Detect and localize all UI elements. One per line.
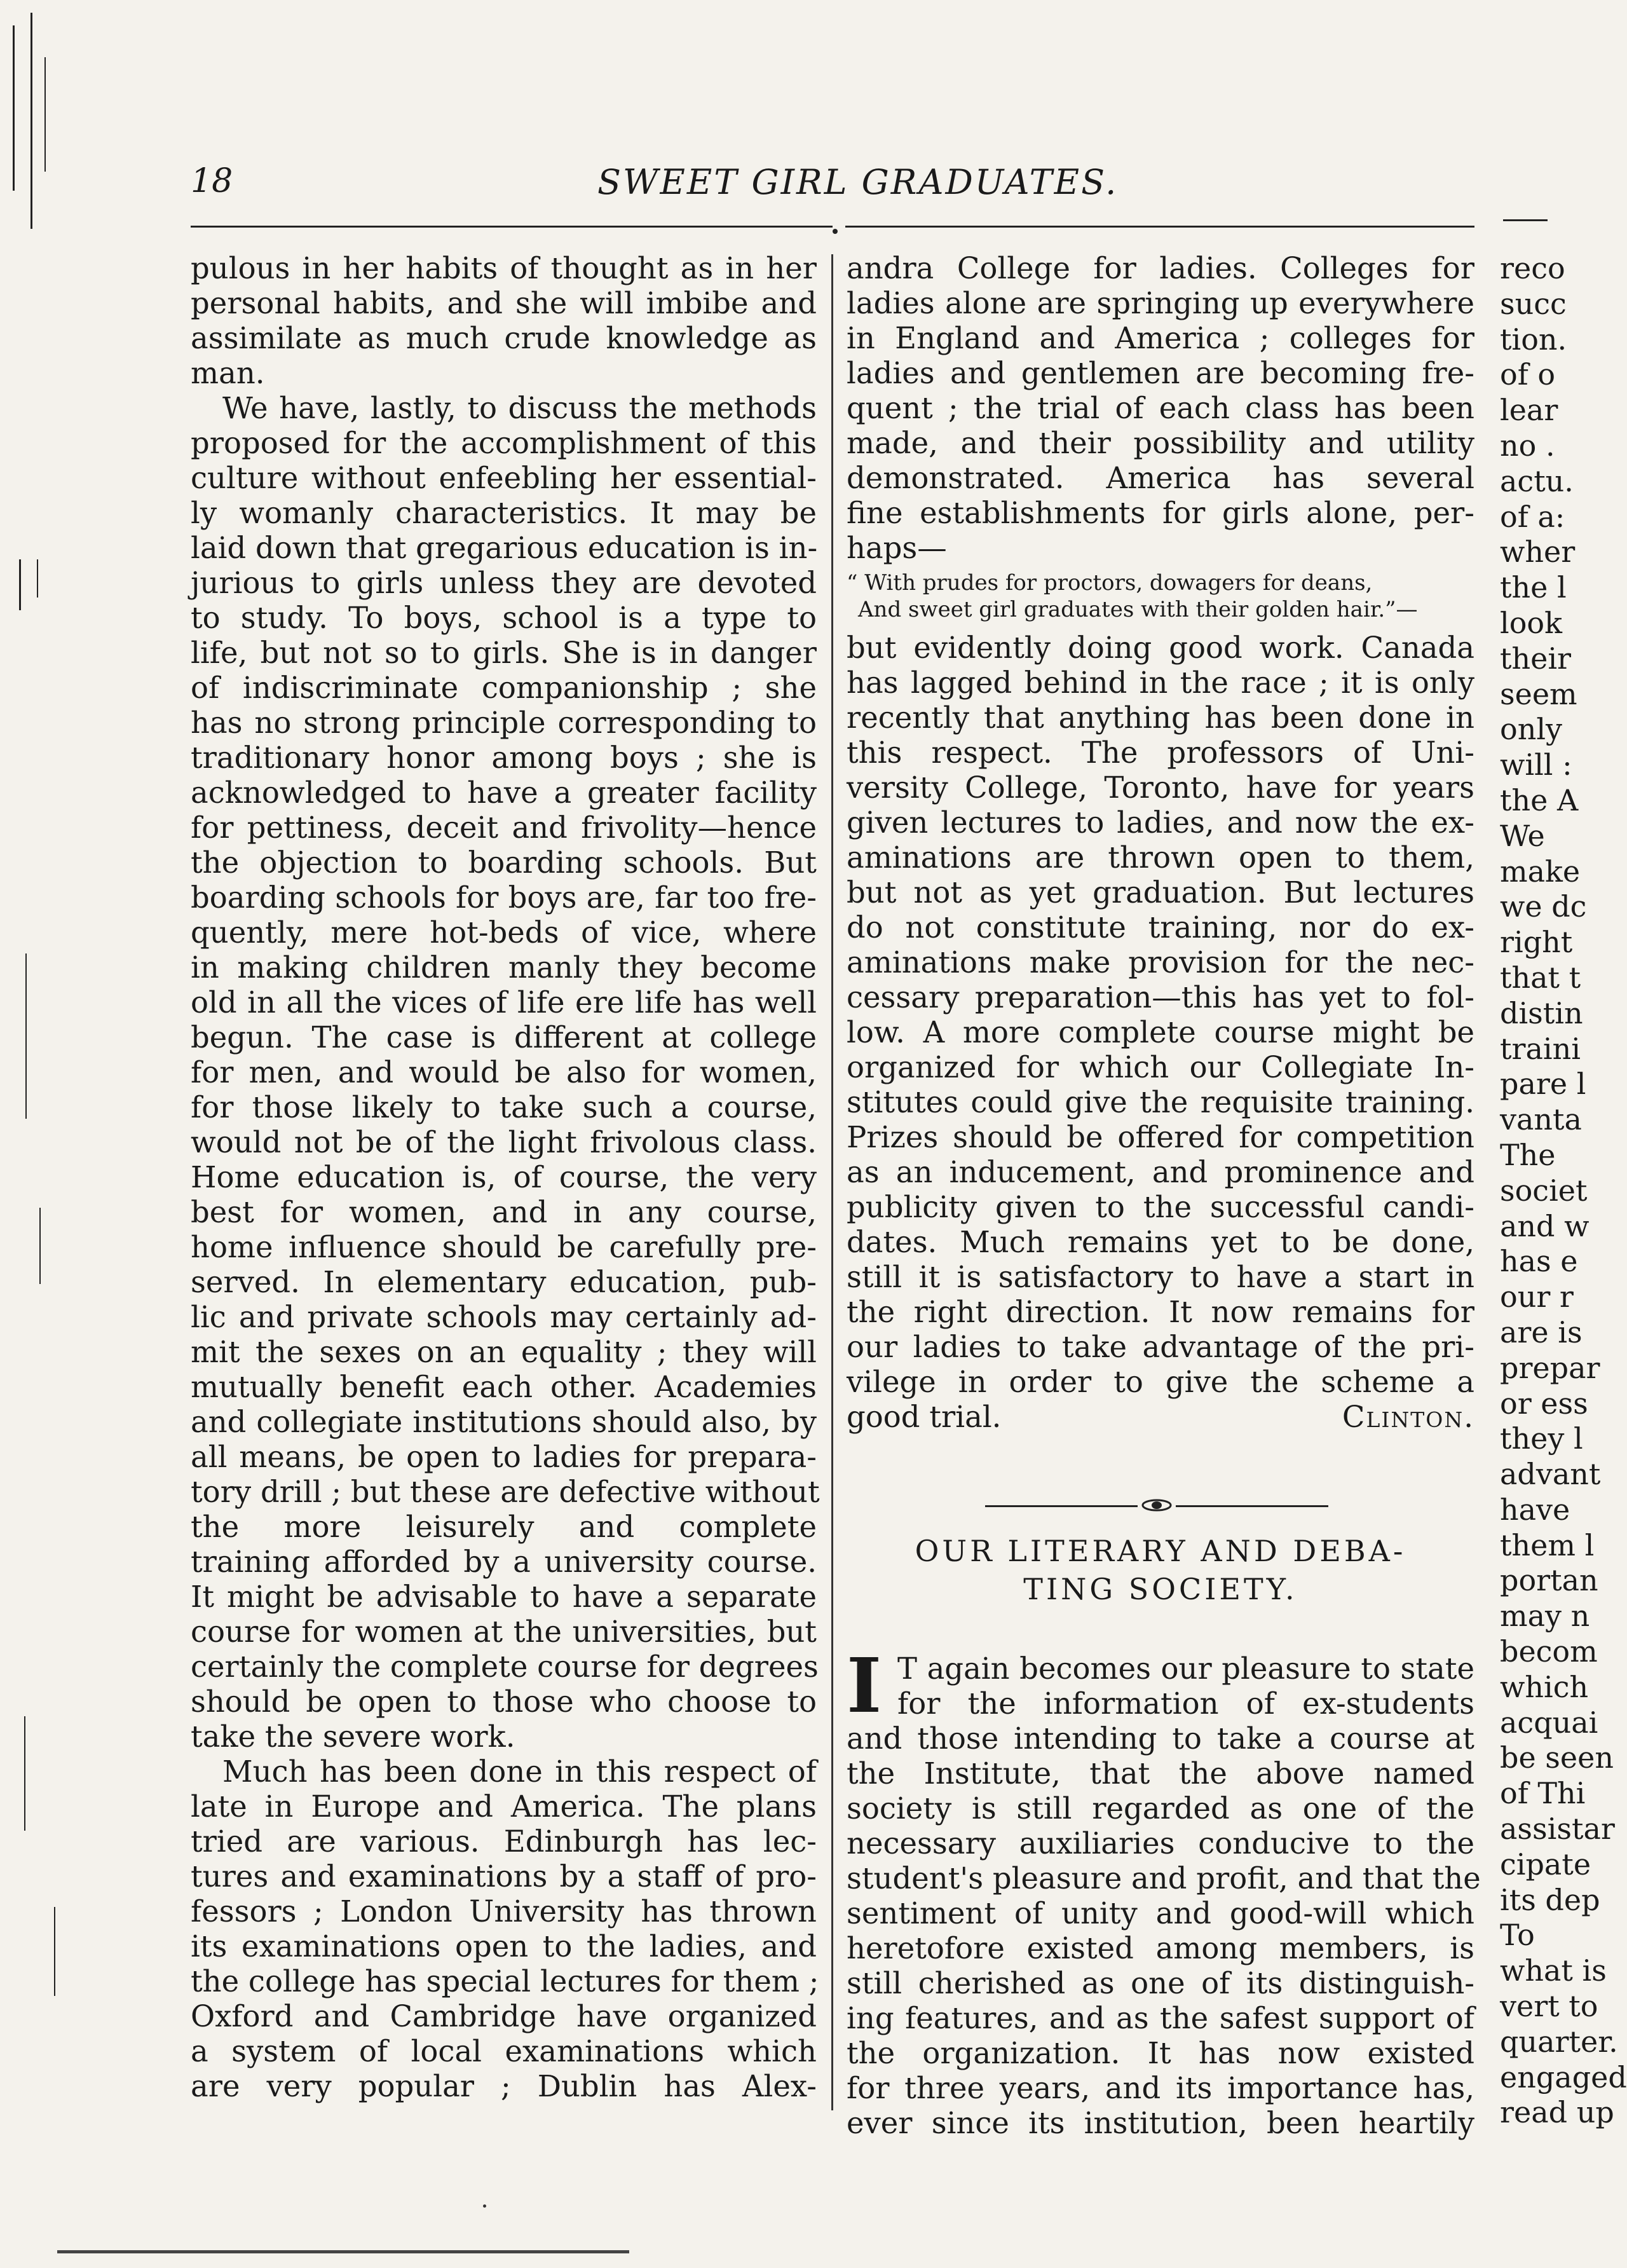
header-rule xyxy=(1503,219,1548,221)
text-line: acknowledged to have a greater facility xyxy=(191,775,817,810)
text-fragment: cipate xyxy=(1500,1847,1591,1882)
text-line: take the severe work. xyxy=(191,1719,515,1754)
text-line: the college has special lectures for them ; xyxy=(191,1964,819,1998)
text-fragment: which xyxy=(1500,1669,1589,1704)
text-line: certainly the complete course for degrees xyxy=(191,1650,819,1684)
text-fragment: have xyxy=(1500,1492,1570,1527)
text-line: a system of local examinations which xyxy=(191,2034,817,2068)
text-fragment: wher xyxy=(1500,535,1576,570)
text-line: stitutes could give the requisite training. xyxy=(847,1085,1474,1119)
text-line: dates. Much remains yet to be done, xyxy=(847,1225,1474,1259)
text-line: andra College for ladies. Colleges for xyxy=(847,251,1474,285)
text-line: tures and examinations by a staff of pro- xyxy=(191,1859,817,1894)
text-line: ing features, and as the safest support of xyxy=(847,2001,1474,2035)
text-fragment: has e xyxy=(1500,1244,1578,1279)
text-line: ly womanly characteristics. It may be xyxy=(191,496,817,530)
text-line: still it is satisfactory to have a start in xyxy=(847,1260,1474,1294)
text-fragment: distin xyxy=(1500,995,1583,1030)
cropped-adjacent-column xyxy=(1500,251,1627,2131)
text-line: fine establishments for girls alone, per- xyxy=(847,496,1474,530)
text-line: quently, mere hot-beds of vice, where xyxy=(191,915,817,950)
text-line: the right direction. It now remains for xyxy=(847,1295,1474,1329)
text-line: in making children manly they become xyxy=(191,950,817,985)
text-line: lic and private schools may certainly ad- xyxy=(191,1300,817,1334)
text-line: man. xyxy=(191,356,265,390)
text-fragment: actu. xyxy=(1500,463,1574,498)
heading-line: OUR LITERARY AND DEBA- xyxy=(915,1534,1406,1568)
quote-line: And sweet girl graduates with their golden hair.”— xyxy=(858,597,1418,622)
text-fragment: succ xyxy=(1500,286,1567,321)
header-rule-dot xyxy=(833,229,838,234)
text-line: our ladies to take advantage of the pri- xyxy=(847,1330,1474,1364)
text-line: mit the sexes on an equality ; they will xyxy=(191,1335,817,1369)
verse-quote xyxy=(847,570,1474,623)
text-line: and collegiate institutions should also, by xyxy=(191,1405,817,1439)
quote-line: “ With prudes for proctors, dowagers for deans, xyxy=(847,570,1373,596)
text-line: as an inducement, and prominence and xyxy=(847,1155,1474,1189)
text-line: old in all the vices of life ere life has well xyxy=(191,985,817,1020)
text-line: ladies alone are springing up everywhere xyxy=(847,286,1474,320)
text-line: for men, and would be also for women, xyxy=(191,1055,817,1090)
text-line: begun. The case is different at college xyxy=(191,1020,817,1055)
text-line: proposed for the accomplishment of this xyxy=(191,426,817,460)
left-column xyxy=(191,251,820,2104)
text-line: ever since its institution, been heartily xyxy=(847,2106,1474,2140)
text-fragment: portan xyxy=(1500,1563,1598,1598)
text-line: boarding schools for boys are, far too fre- xyxy=(191,880,817,915)
column-divider xyxy=(831,254,833,2110)
text-line: tory drill ; but these are defective without xyxy=(191,1475,820,1509)
text-line: fessors ; London University has thrown xyxy=(191,1894,817,1929)
text-fragment: are is xyxy=(1500,1315,1583,1349)
text-line: life, but not so to girls. She is in danger xyxy=(191,636,817,670)
text-line: quent ; the trial of each class has been xyxy=(847,391,1474,425)
text-line: mutually benefit each other. Academies xyxy=(191,1370,817,1404)
text-fragment: lear xyxy=(1500,393,1558,428)
text-line: and those intending to take a course at xyxy=(847,1721,1474,1756)
text-line: but evidently doing good work. Canada xyxy=(847,631,1474,665)
text-fragment: of a: xyxy=(1500,499,1565,534)
text-line: for three years, and its importance has, xyxy=(847,2071,1474,2105)
text-line: ladies and gentlemen are becoming fre- xyxy=(847,356,1474,390)
text-fragment: We xyxy=(1500,818,1545,853)
text-line: versity College, Toronto, have for years xyxy=(847,770,1474,805)
text-line: We have, lastly, to discuss the methods xyxy=(222,391,817,425)
text-line: do not constitute training, nor do ex- xyxy=(847,910,1474,945)
text-fragment: them l xyxy=(1500,1527,1595,1562)
text-line: personal habits, and she will imbibe and xyxy=(191,286,817,320)
text-line: Much has been done in this respect of xyxy=(222,1754,817,1789)
text-fragment: and w xyxy=(1500,1208,1590,1243)
text-fragment: traini xyxy=(1500,1031,1581,1066)
text-fragment: vanta xyxy=(1500,1102,1582,1137)
text-line: jurious to girls unless they are devoted xyxy=(191,566,817,600)
text-line: sentiment of unity and good-will which xyxy=(847,1896,1474,1930)
text-fragment: they l xyxy=(1500,1421,1583,1456)
section-heading xyxy=(847,1532,1474,1608)
text-line: aminations are thrown open to them, xyxy=(847,840,1474,875)
text-fragment: assistar xyxy=(1500,1812,1615,1847)
text-fragment: what is xyxy=(1500,1953,1607,1988)
text-line: laid down that gregarious education is in- xyxy=(191,531,818,565)
text-line: to study. To boys, school is a type to xyxy=(191,601,817,635)
text-line: the objection to boarding schools. But xyxy=(191,845,817,880)
text-line: the Institute, that the above named xyxy=(847,1756,1474,1791)
text-fragment: of Thi xyxy=(1500,1776,1586,1811)
text-line: but not as yet graduation. But lectures xyxy=(847,875,1474,910)
author-signature: Clinton. xyxy=(1342,1400,1474,1434)
text-line: has lagged behind in the race ; it is only xyxy=(847,666,1474,700)
page-number: 18 xyxy=(191,162,233,200)
text-line: assimilate as much crude knowledge as xyxy=(191,321,817,355)
text-line: Home education is, of course, the very xyxy=(191,1160,817,1194)
text-fragment: the l xyxy=(1500,570,1567,605)
text-line: necessary auxiliaries conducive to the xyxy=(847,1826,1474,1861)
text-line: training afforded by a university course. xyxy=(191,1545,817,1579)
text-fragment: only xyxy=(1500,712,1563,747)
right-column xyxy=(847,251,1474,1435)
header-rule xyxy=(845,226,1474,228)
text-fragment: acquai xyxy=(1500,1705,1598,1740)
text-fragment: look xyxy=(1500,605,1562,640)
text-fragment: read up xyxy=(1500,2095,1614,2130)
text-line: low. A more complete course might be xyxy=(847,1015,1474,1049)
text-line: pulous in her habits of thought as in her xyxy=(191,251,817,285)
text-line: aminations make provision for the nec- xyxy=(847,945,1474,980)
text-fragment: To xyxy=(1500,1918,1535,1953)
ink-speck xyxy=(483,2204,486,2208)
text-fragment: vert to xyxy=(1500,1989,1598,2024)
text-fragment: right xyxy=(1500,925,1573,960)
closing-text: good trial. xyxy=(847,1400,1002,1434)
text-line: are very popular ; Dublin has Alex- xyxy=(191,2069,817,2103)
text-line: of indiscriminate companionship ; she xyxy=(191,671,817,705)
text-line: culture without enfeebling her essential- xyxy=(191,461,817,495)
ornament-rule xyxy=(1176,1505,1328,1507)
closing-line xyxy=(847,1400,1474,1435)
binding-edge xyxy=(0,0,70,2268)
text-line: traditionary honor among boys ; she is xyxy=(191,741,817,775)
text-fragment: prepar xyxy=(1500,1350,1600,1385)
ornament-flourish-icon xyxy=(1141,1498,1173,1512)
text-fragment: of o xyxy=(1500,357,1556,392)
text-line: vilege in order to give the scheme a xyxy=(847,1365,1474,1399)
text-fragment: make xyxy=(1500,854,1581,889)
text-line: for pettiness, deceit and frivolity—hence xyxy=(191,810,817,845)
text-line: recently that anything has been done in xyxy=(847,700,1474,735)
page-title: SWEET GIRL GRADUATES. xyxy=(597,162,1119,202)
text-line: this respect. The professors of Uni- xyxy=(847,735,1474,770)
text-fragment: we dc xyxy=(1500,889,1587,924)
text-fragment: its dep xyxy=(1500,1882,1600,1917)
text-line: the organization. It has now existed xyxy=(847,2036,1474,2070)
text-fragment: reco xyxy=(1500,251,1565,285)
text-line: student's pleasure and profit, and that the xyxy=(847,1861,1481,1896)
text-fragment: no . xyxy=(1500,428,1555,463)
text-line: tried are various. Edinburgh has lec- xyxy=(191,1824,817,1859)
text-line: society is still regarded as one of the xyxy=(847,1791,1474,1826)
text-fragment: quarter. xyxy=(1500,2024,1618,2059)
heading-line: TING SOCIETY. xyxy=(1023,1572,1298,1606)
text-fragment: will : xyxy=(1500,748,1572,782)
text-fragment: that t xyxy=(1500,960,1581,995)
text-line: demonstrated. America has several xyxy=(847,461,1474,495)
text-fragment: be seen xyxy=(1500,1740,1614,1775)
text-fragment: or ess xyxy=(1500,1386,1588,1421)
text-fragment: becom xyxy=(1500,1634,1598,1669)
text-line: served. In elementary education, pub- xyxy=(191,1265,817,1299)
text-fragment: our r xyxy=(1500,1280,1574,1315)
text-line: given lectures to ladies, and now the ex- xyxy=(847,805,1474,840)
text-line: for those likely to take such a course, xyxy=(191,1090,817,1124)
text-fragment: engaged xyxy=(1500,2060,1627,2094)
text-line: its examinations open to the ladies, and xyxy=(191,1929,817,1964)
section-ornament xyxy=(985,1497,1328,1516)
text-line: home influence should be carefully pre- xyxy=(191,1230,817,1264)
text-line: course for women at the universities, but xyxy=(191,1615,817,1649)
text-fragment: may n xyxy=(1500,1599,1590,1634)
text-line: all means, be open to ladies for prepara- xyxy=(191,1440,817,1474)
text-line: haps— xyxy=(847,531,947,565)
text-fragment: pare l xyxy=(1500,1067,1586,1102)
text-line: would not be of the light frivolous class. xyxy=(191,1125,817,1159)
text-fragment: societ xyxy=(1500,1173,1588,1208)
text-line: best for women, and in any course, xyxy=(191,1195,817,1229)
text-line: should be open to those who choose to xyxy=(191,1684,817,1719)
article-body xyxy=(847,1641,1481,2141)
text-line: heretofore existed among members, is xyxy=(847,1931,1474,1965)
text-line: cessary preparation—this has yet to fol- xyxy=(847,980,1474,1014)
text-fragment: advant xyxy=(1500,1457,1601,1492)
text-line: organized for which our Collegiate In- xyxy=(847,1050,1474,1084)
text-line: in England and America ; colleges for xyxy=(847,321,1474,355)
text-fragment: seem xyxy=(1500,676,1577,711)
scan-bottom-edge xyxy=(57,2250,629,2253)
text-line: T again becomes our pleasure to state xyxy=(897,1651,1474,1686)
text-line: publicity given to the successful candi- xyxy=(847,1190,1474,1224)
text-line: late in Europe and America. The plans xyxy=(191,1789,817,1824)
text-fragment: The xyxy=(1500,1137,1556,1172)
text-fragment: their xyxy=(1500,641,1572,676)
text-line: the more leisurely and complete xyxy=(191,1510,817,1544)
text-line: It might be advisable to have a separate xyxy=(191,1580,817,1614)
text-line: Prizes should be offered for competition xyxy=(847,1120,1474,1154)
text-fragment: the A xyxy=(1500,782,1579,817)
header-rule xyxy=(191,226,833,228)
text-line: still cherished as one of its distinguish- xyxy=(847,1966,1474,2000)
running-head xyxy=(191,162,1462,213)
text-line: for the information of ex-students xyxy=(897,1686,1474,1721)
drop-cap: I xyxy=(847,1641,882,1730)
ornament-rule xyxy=(985,1505,1138,1507)
text-fragment: tion. xyxy=(1500,322,1567,357)
text-line: has no strong principle corresponding to xyxy=(191,706,817,740)
text-line: Oxford and Cambridge have organized xyxy=(191,1999,817,2033)
text-line: made, and their possibility and utility xyxy=(847,426,1474,460)
